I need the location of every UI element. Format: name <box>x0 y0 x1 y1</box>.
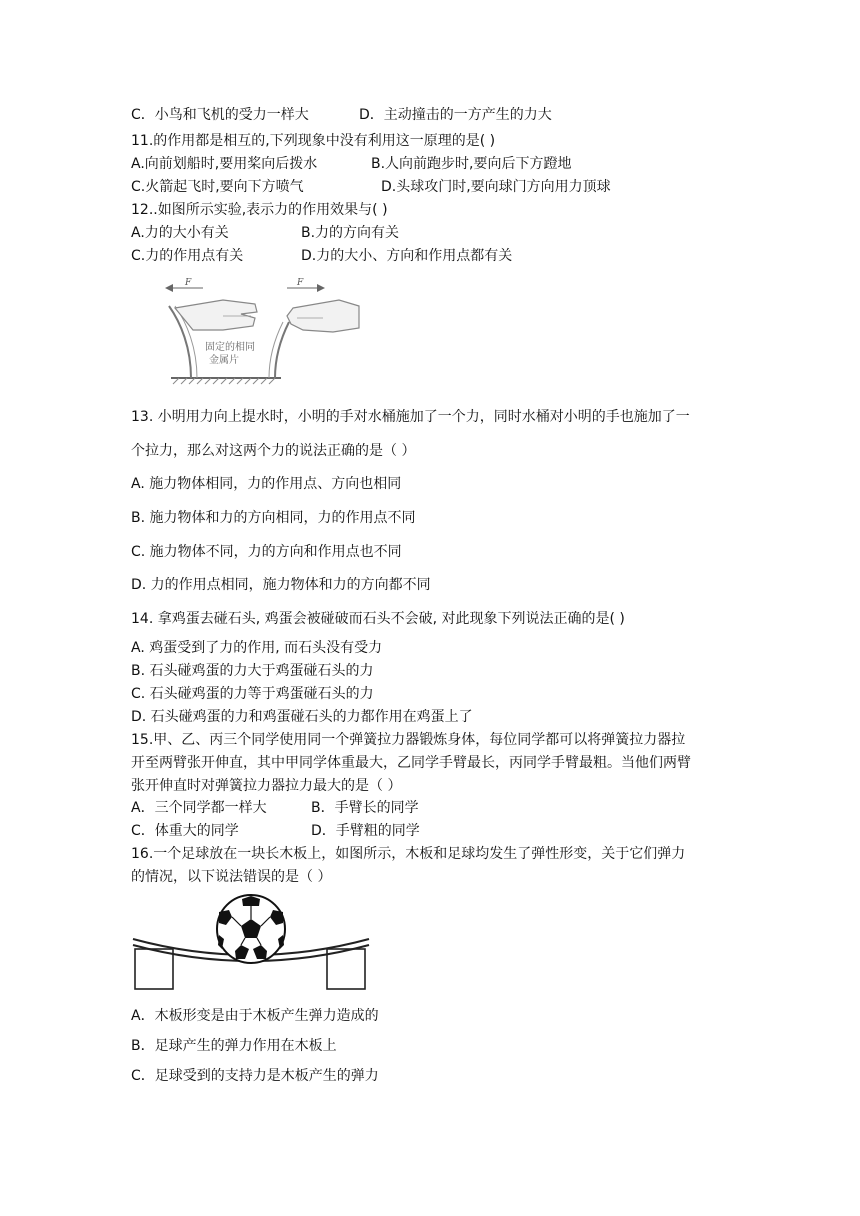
hands-metal-strip-illustration <box>163 278 363 386</box>
q12-option-c: C.力的作用点有关 <box>131 248 244 264</box>
q13-option-a: A. 施力物体相同，力的作用点、方向也相同 <box>131 476 402 492</box>
q13-stem-line-2: 个拉力，那么对这两个力的说法正确的是（ ） <box>131 443 416 459</box>
q14-stem: 14. 拿鸡蛋去碰石头, 鸡蛋会被碰破而石头不会破, 对此现象下列说法正确的是( ) <box>131 611 625 627</box>
q15-options-row-2 <box>131 820 420 840</box>
q12-figure <box>163 278 363 386</box>
q16-option-a: A．木板形变是由于木板产生弹力造成的 <box>131 1008 379 1024</box>
q11-options-row-1 <box>131 153 572 173</box>
right-support-block <box>327 949 365 989</box>
q14-option-c: C. 石头碰鸡蛋的力等于鸡蛋碰石头的力 <box>131 686 374 702</box>
q12-options-row-2 <box>131 245 512 265</box>
q13-option-c: C. 施力物体不同，力的方向和作用点也不同 <box>131 544 402 560</box>
q13-option-d: D. 力的作用点相同，施力物体和力的方向都不同 <box>131 577 431 593</box>
q14-option-a: A. 鸡蛋受到了力的作用, 而石头没有受力 <box>131 640 383 656</box>
q13-stem-line-1: 13. 小明用力向上提水时，小明的手对水桶施加了一个力，同时水桶对小明的手也施加了一 <box>131 409 690 425</box>
q12-option-d: D.力的大小、方向和作用点都有关 <box>301 248 513 264</box>
q15-option-c: C．体重大的同学 <box>131 823 239 839</box>
q16-option-c: C．足球受到的支持力是木板产生的弹力 <box>131 1068 379 1084</box>
q16-stem-line-2: 的情况，以下说法错误的是（ ） <box>131 869 332 885</box>
left-support-block <box>135 949 173 989</box>
q10-option-d: D．主动撞击的一方产生的力大 <box>359 107 552 123</box>
q15-stem-line-3: 张开伸直时对弹簧拉力器拉力最大的是（ ） <box>131 778 402 794</box>
q11-option-a: A.向前划船时,要用桨向后拨水 <box>131 156 318 172</box>
q11-option-b: B.人向前跑步时,要向后下方蹬地 <box>371 156 572 172</box>
figure-caption-line2: 金属片 <box>209 355 239 366</box>
q12-stem: 12..如图所示实验,表示力的作用效果与( ) <box>131 202 388 218</box>
force-label-right: F <box>297 278 304 288</box>
q10-options-row <box>131 104 552 124</box>
q11-stem: 11.的作用都是相互的,下列现象中没有利用这一原理的是( ) <box>131 133 496 149</box>
q11-option-d: D.头球攻门时,要向球门方向用力顶球 <box>381 179 611 195</box>
soccer-ball-board-illustration <box>131 893 371 993</box>
q16-option-b: B．足球产生的弹力作用在木板上 <box>131 1038 337 1054</box>
figure-caption-line1: 固定的相同 <box>205 342 255 353</box>
q11-options-row-2 <box>131 176 611 196</box>
q15-option-a: A．三个同学都一样大 <box>131 800 267 816</box>
q12-options-row-1 <box>131 222 399 242</box>
q14-option-d: D. 石头碰鸡蛋的力和鸡蛋碰石头的力都作用在鸡蛋上了 <box>131 709 473 725</box>
q14-option-b: B. 石头碰鸡蛋的力大于鸡蛋碰石头的力 <box>131 663 374 679</box>
q13-option-b: B. 施力物体和力的方向相同，力的作用点不同 <box>131 510 416 526</box>
q10-option-c: C．小鸟和飞机的受力一样大 <box>131 107 309 123</box>
q15-stem-line-2: 开至两臂张开伸直，其中甲同学体重最大，乙同学手臂最长，丙同学手臂最粗。当他们两臂 <box>131 755 691 771</box>
q15-option-d: D．手臂粗的同学 <box>311 823 420 839</box>
q15-options-row-1 <box>131 797 419 817</box>
q12-option-a: A.力的大小有关 <box>131 225 229 241</box>
soccer-ball-icon <box>217 895 285 963</box>
q15-stem-line-1: 15.甲、乙、丙三个同学使用同一个弹簧拉力器锻炼身体，每位同学都可以将弹簧拉力器拉 <box>131 732 686 748</box>
q16-stem-line-1: 16.一个足球放在一块长木板上，如图所示，木板和足球均发生了弹性形变，关于它们弹力 <box>131 846 686 862</box>
q16-figure <box>131 893 371 993</box>
force-label-left: F <box>185 278 192 288</box>
q12-option-b: B.力的方向有关 <box>301 225 400 241</box>
q15-option-b: B．手臂长的同学 <box>311 800 419 816</box>
q11-option-c: C.火箭起飞时,要向下方喷气 <box>131 179 304 195</box>
